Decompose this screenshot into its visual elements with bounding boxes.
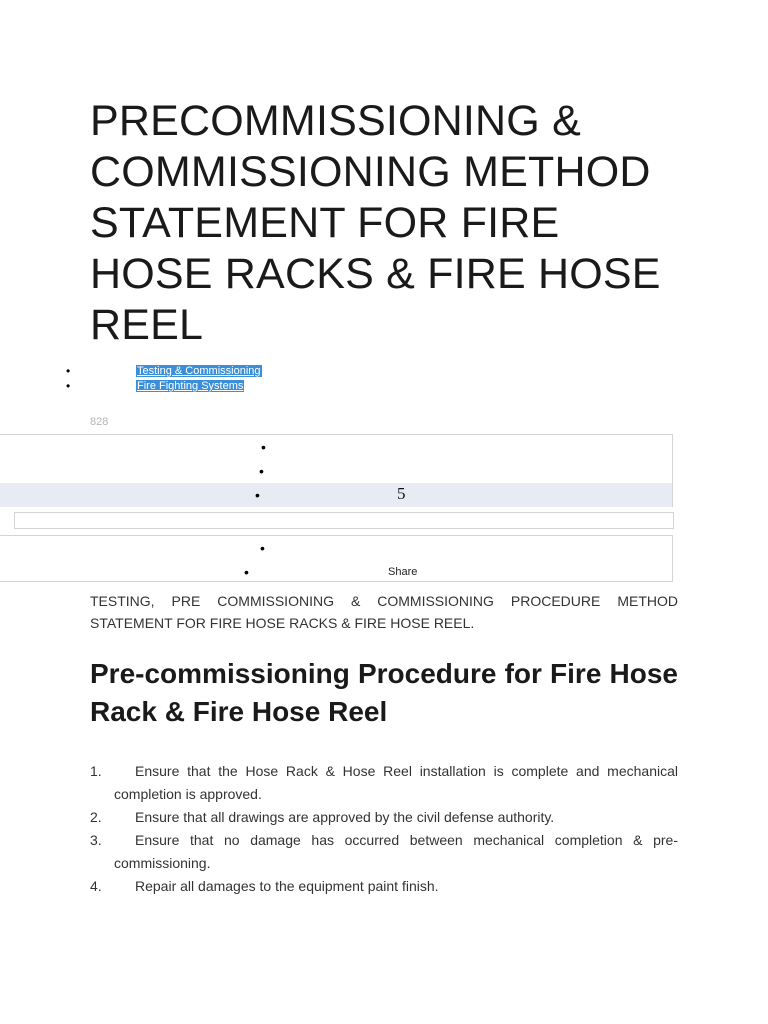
- step-text: Repair all damages to the equipment paint finish.: [135, 878, 439, 894]
- tag-list: [0, 364, 768, 394]
- document-title: PRECOMMISSIONING & COMMISSIONING METHOD STATEMENT FOR FIRE HOSE RACKS & FIRE HOSE REEL: [90, 97, 661, 349]
- bullet: •: [244, 564, 249, 580]
- toolbar-row[interactable]: [0, 459, 672, 483]
- step-number: 1.: [90, 763, 102, 779]
- list-item: [90, 760, 678, 806]
- bullet: •: [261, 439, 266, 455]
- step-number: 3.: [90, 832, 102, 848]
- tag-item: [0, 364, 768, 379]
- procedure-steps: [90, 760, 678, 898]
- intro-paragraph: TESTING, PRE COMMISSIONING & COMMISSIONING PROCEDURE METHOD STATEMENT FOR FIRE HOSE RACKS & FIRE HOSE REEL.: [90, 593, 678, 631]
- toolbar-row[interactable]: [0, 536, 672, 560]
- list-item: [90, 829, 678, 875]
- tag-item: [0, 379, 768, 394]
- rating-count: 5: [397, 484, 406, 503]
- bullet: •: [66, 379, 71, 393]
- embed-field[interactable]: [14, 512, 674, 529]
- view-count: 828: [90, 416, 109, 428]
- step-number: 2.: [90, 809, 102, 825]
- bullet: •: [259, 463, 264, 479]
- list-item: [90, 806, 678, 829]
- step-text: Ensure that the Hose Rack & Hose Reel installation is complete and mechanical completion is approved.: [114, 763, 678, 802]
- action-toolbar: [0, 434, 673, 507]
- tag-link-fire-fighting-systems[interactable]: Fire Fighting Systems: [137, 380, 244, 392]
- tag-link-testing-commissioning[interactable]: Testing & Commissioning: [137, 365, 261, 377]
- bullet: •: [255, 487, 260, 503]
- step-number: 4.: [90, 878, 102, 894]
- step-text: Ensure that all drawings are approved by the civil defense authority.: [135, 809, 555, 825]
- share-toolbar: [0, 535, 673, 582]
- share-button[interactable]: Share: [388, 566, 418, 578]
- rating-row[interactable]: [0, 483, 672, 507]
- section-heading: Pre-commissioning Procedure for Fire Hose Rack & Fire Hose Reel: [90, 658, 678, 727]
- toolbar-row[interactable]: [0, 435, 672, 459]
- list-item: [90, 875, 678, 898]
- step-text: Ensure that no damage has occurred between mechanical completion & pre-commissioning.: [114, 832, 678, 871]
- bullet: •: [260, 540, 265, 556]
- bullet: •: [66, 364, 71, 378]
- share-row[interactable]: [0, 560, 672, 584]
